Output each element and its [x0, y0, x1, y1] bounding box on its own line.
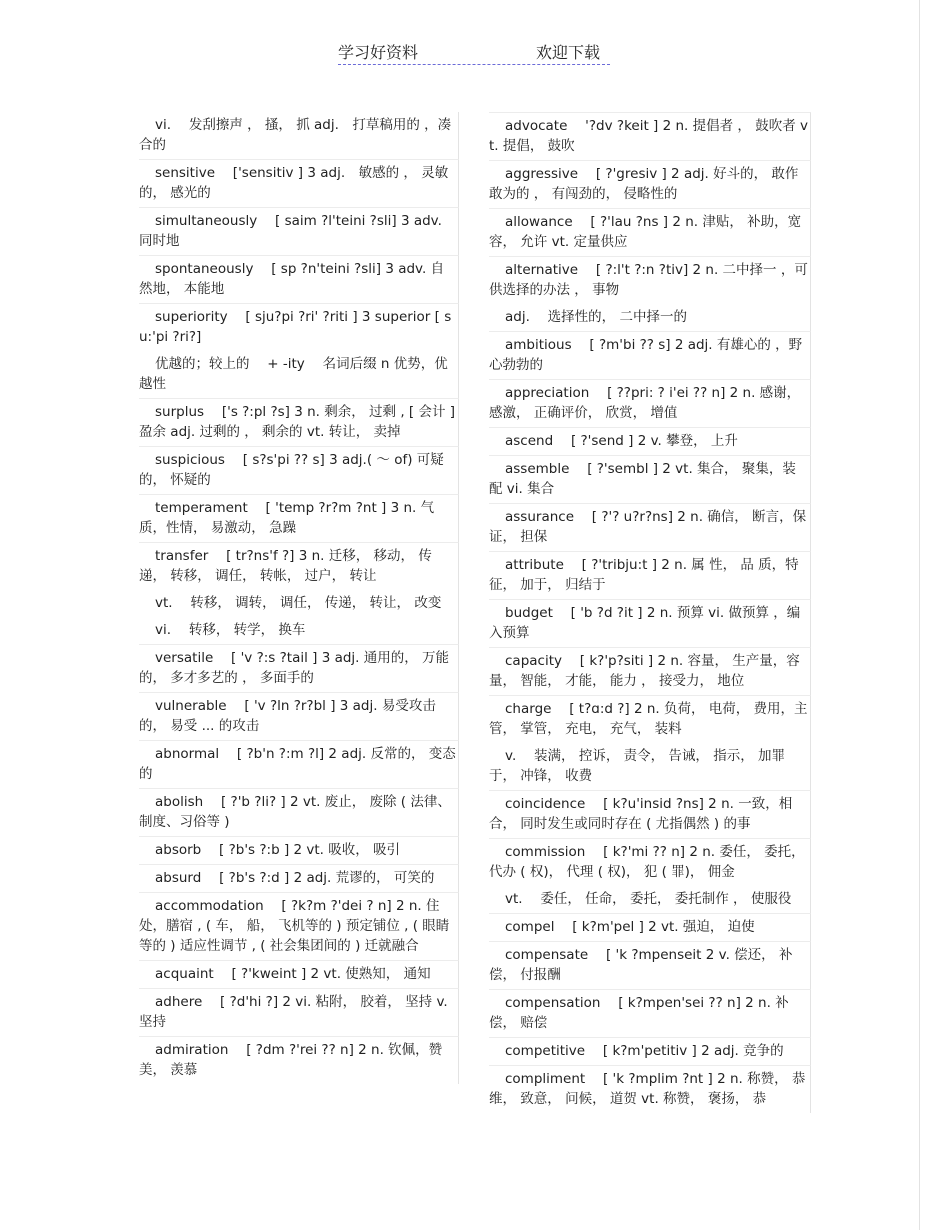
vocab-entry: temperament [ 'temp ?r?m ?nt ] 3 n. 气质，性情， 易激动， 急躁: [139, 494, 459, 542]
header-left-text: 学习好资料: [338, 43, 419, 62]
vocab-entry: superiority [ sju?pi ?ri' ?riti ] 3 superior [ su:'pi ?ri?]: [139, 303, 459, 351]
vocab-entry: compel [ k?m'pel ] 2 vt. 强迫， 迫使: [489, 913, 811, 941]
vocab-entry: charge [ t?ɑ:d ?] 2 n. 负荷， 电荷， 费用，主管， 掌管， 充电， 充气， 装料: [489, 695, 811, 743]
vocab-entry: competitive [ k?m'petitiv ] 2 adj. 竞争的: [489, 1037, 811, 1065]
vocab-entry: vt. 转移， 调转， 调任， 传递， 转让， 改变: [139, 590, 459, 617]
vocab-entry: simultaneously [ saim ?l'teini ?sli] 3 adv. 同时地: [139, 207, 459, 255]
vocab-entry: absurd [ ?b's ?:d ] 2 adj. 荒谬的， 可笑的: [139, 864, 459, 892]
vocab-entry: assemble [ ?'sembl ] 2 vt. 集合， 聚集，装配 vi. 集合: [489, 455, 811, 503]
vocab-entry: capacity [ k?'p?siti ] 2 n. 容量， 生产量，容量， 智能， 才能， 能力 ， 接受力， 地位: [489, 647, 811, 695]
vocab-entry: compensate [ 'k ?mpenseit 2 v. 偿还， 补偿， 付报酬: [489, 941, 811, 989]
vocab-entry: surplus ['s ?:pl ?s] 3 n. 剩余， 过剩 , [ 会计 ] 盈余 adj. 过剩的 ， 剩余的 vt. 转让， 卖掉: [139, 398, 459, 446]
vocab-entry: assurance [ ?'? u?r?ns] 2 n. 确信， 断言，保证， 担保: [489, 503, 811, 551]
vocab-entry: 优越的；较上的 + -ity 名词后缀 n 优势，优越性: [139, 351, 459, 398]
vocab-entry: accommodation [ ?k?m ?'dei ? n] 2 n. 住处，膳宿 , ( 车， 船， 飞机等的 ) 预定铺位 , ( 眼睛等的 ) 适应性调节 , ( 社会集团间的 ) 迁就融合: [139, 892, 459, 960]
vocab-entry: commission [ k?'mi ?? n] 2 n. 委任， 委托，代办 ( 权)， 代理 ( 权)， 犯 ( 罪)， 佣金: [489, 838, 811, 886]
vocab-entry: vt. 委任， 任命， 委托， 委托制作 ， 使服役: [489, 886, 811, 913]
vocab-entry: budget [ 'b ?d ?it ] 2 n. 预算 vi. 做预算 ，编入预算: [489, 599, 811, 647]
vocab-entry: v. 装满， 控诉， 责令， 告诫， 指示， 加罪于， 冲锋， 收费: [489, 743, 811, 790]
vocab-entry: absorb [ ?b's ?:b ] 2 vt. 吸收， 吸引: [139, 836, 459, 864]
vocab-entry: advocate '?dv ?keit ] 2 n. 提倡者 ， 鼓吹者 vt. 提倡， 鼓吹: [489, 112, 811, 160]
vocab-entry: suspicious [ s?s'pi ?? s] 3 adj.( ～ of) 可疑的， 怀疑的: [139, 446, 459, 494]
page-edge-line: [919, 0, 920, 1230]
vocab-entry: compensation [ k?mpen'sei ?? n] 2 n. 补偿， 赔偿: [489, 989, 811, 1037]
vocab-entry: coincidence [ k?u'insid ?ns] 2 n. 一致，相合， 同时发生或同时存在 ( 尤指偶然 ) 的事: [489, 790, 811, 838]
vocab-entry: abnormal [ ?b'n ?:m ?l] 2 adj. 反常的， 变态的: [139, 740, 459, 788]
vocab-entry: attribute [ ?'tribju:t ] 2 n. 属 性， 品 质，特征， 加于， 归结于: [489, 551, 811, 599]
vocab-entry: ascend [ ?'send ] 2 v. 攀登， 上升: [489, 427, 811, 455]
vocab-entry: adj. 选择性的， 二中择一的: [489, 304, 811, 331]
header-right-text: 欢迎下载: [536, 43, 601, 62]
vocab-entry: aggressive [ ?'gresiv ] 2 adj. 好斗的， 敢作敢为的 ， 有闯劲的， 侵略性的: [489, 160, 811, 208]
vocab-entry: appreciation [ ??pri: ? i'ei ?? n] 2 n. 感谢，感激， 正确评价， 欣赏， 增值: [489, 379, 811, 427]
vocab-entry: vi. 发刮擦声 ， 搔， 抓 adj. 打草稿用的 ，凑合的: [139, 112, 459, 159]
vocab-entry: allowance [ ?'lau ?ns ] 2 n. 津贴， 补助，宽容， 允许 vt. 定量供应: [489, 208, 811, 256]
vocab-entry: acquaint [ ?'kweint ] 2 vt. 使熟知， 通知: [139, 960, 459, 988]
vocab-entry: versatile [ 'v ?:s ?tail ] 3 adj. 通用的， 万能的， 多才多艺的 ， 多面手的: [139, 644, 459, 692]
right-vocab-column: [489, 112, 811, 1113]
vocab-entry: ambitious [ ?m'bi ?? s] 2 adj. 有雄心的 ，野心勃勃的: [489, 331, 811, 379]
vocab-entry: spontaneously [ sp ?n'teini ?sli] 3 adv. 自然地， 本能地: [139, 255, 459, 303]
vocab-entry: vulnerable [ 'v ?ln ?r?bl ] 3 adj. 易受攻击的， 易受 ... 的攻击: [139, 692, 459, 740]
vocab-entry: admiration [ ?dm ?'rei ?? n] 2 n. 钦佩，赞美， 羡慕: [139, 1036, 459, 1084]
vocab-entry: alternative [ ?:l't ?:n ?tiv] 2 n. 二中择一 ，可供选择的办法 ， 事物: [489, 256, 811, 304]
page-header: [338, 40, 610, 65]
vocab-entry: abolish [ ?'b ?li? ] 2 vt. 废止， 废除 ( 法律、制度、习俗等 ): [139, 788, 459, 836]
vocab-entry: sensitive ['sensitiv ] 3 adj. 敏感的 ， 灵敏的， 感光的: [139, 159, 459, 207]
left-vocab-column: [139, 112, 459, 1084]
vocab-entry: compliment [ 'k ?mplim ?nt ] 2 n. 称赞， 恭维， 致意， 问候， 道贺 vt. 称赞， 褒扬， 恭: [489, 1065, 811, 1113]
vocab-entry: vi. 转移， 转学， 换车: [139, 617, 459, 644]
vocab-entry: transfer [ tr?ns'f ?] 3 n. 迁移， 移动， 传递， 转移， 调任， 转帐， 过户， 转让: [139, 542, 459, 590]
vocab-entry: adhere [ ?d'hi ?] 2 vi. 粘附， 胶着， 坚持 v. 坚持: [139, 988, 459, 1036]
